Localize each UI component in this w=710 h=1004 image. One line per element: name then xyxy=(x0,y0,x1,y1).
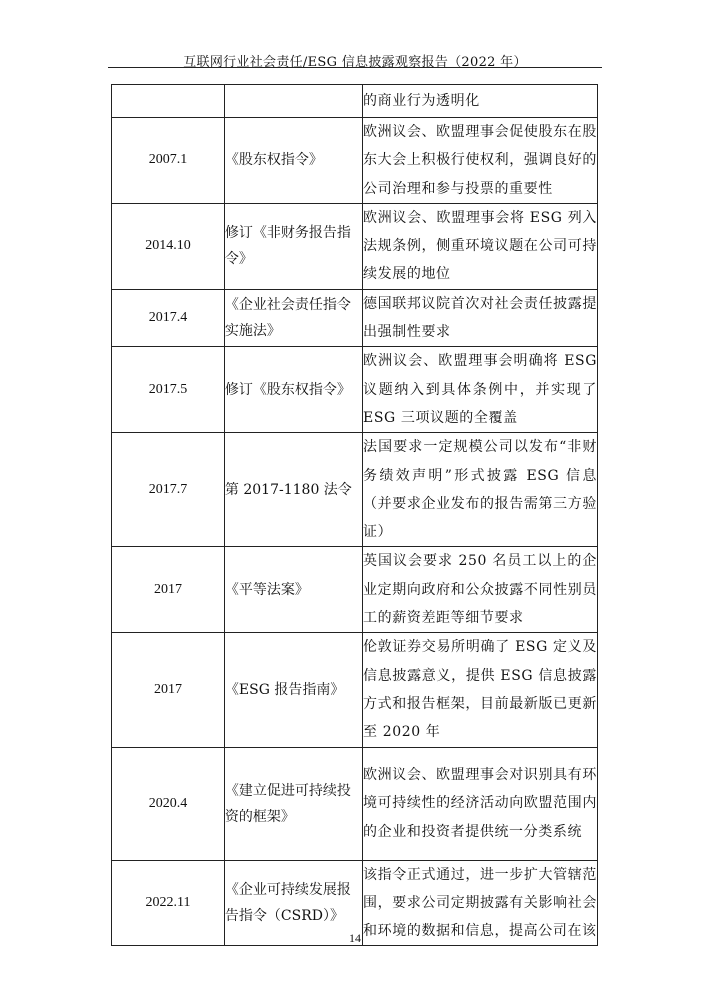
description-cell: 德国联邦议院首次对社会责任披露提出强制性要求 xyxy=(363,289,598,347)
table-row xyxy=(112,433,598,547)
date-cell: 2014.10 xyxy=(112,203,225,289)
regulation-cell: 《ESG 报告指南》 xyxy=(224,633,362,747)
description-cell: 欧洲议会、欧盟理事会明确将 ESG 议题纳入到具体条例中，并实现了 ESG 三项议题的全覆盖 xyxy=(363,347,598,433)
description-cell: 该指令正式通过，进一步扩大管辖范围，要求公司定期披露有关影响社会和环境的数据和信息，提高公司在该 xyxy=(363,860,598,946)
date-cell: 2017.4 xyxy=(112,289,225,347)
date-cell: 2020.4 xyxy=(112,747,225,860)
running-header: 互联网行业社会责任/ESG 信息披露观察报告（2022 年） xyxy=(183,55,527,70)
regulation-cell: 第 2017-1180 法令 xyxy=(224,433,362,547)
date-cell: 2017 xyxy=(112,633,225,747)
header-rule xyxy=(108,67,602,68)
table-row xyxy=(112,85,598,118)
regulation-cell: 《建立促进可持续投资的框架》 xyxy=(224,747,362,860)
table-row xyxy=(112,633,598,747)
description-cell: 欧洲议会、欧盟理事会促使股东在股东大会上积极行使权利，强调良好的公司治理和参与投票的重要性 xyxy=(363,118,598,204)
date-cell: 2017 xyxy=(112,547,225,633)
date-cell: 2017.7 xyxy=(112,433,225,547)
description-cell: 欧洲议会、欧盟理事会将 ESG 列入法规条例，侧重环境议题在公司可持续发展的地位 xyxy=(363,203,598,289)
description-cell: 伦敦证券交易所明确了 ESG 定义及信息披露意义，提供 ESG 信息披露方式和报告框架，目前最新版已更新至 2020 年 xyxy=(363,633,598,747)
description-cell: 法国要求一定规模公司以发布“非财务绩效声明”形式披露 ESG 信息（并要求企业发布的报告需第三方验证） xyxy=(363,433,598,547)
page-number: 14 xyxy=(349,931,361,945)
regulation-cell: 修订《股东权指令》 xyxy=(224,347,362,433)
table-row xyxy=(112,118,598,204)
table-row xyxy=(112,347,598,433)
date-cell: 2022.11 xyxy=(112,860,225,946)
regulation-cell: 《企业社会责任指令实施法》 xyxy=(224,289,362,347)
table-row xyxy=(112,547,598,633)
date-cell: 2017.5 xyxy=(112,347,225,433)
regulation-cell: 《股东权指令》 xyxy=(224,118,362,204)
description-cell: 英国议会要求 250 名员工以上的企业定期向政府和公众披露不同性别员工的薪资差距等细节要求 xyxy=(363,547,598,633)
table-row xyxy=(112,289,598,347)
date-cell: 2007.1 xyxy=(112,118,225,204)
regulation-cell: 《企业可持续发展报告指令（CSRD）》 xyxy=(224,860,362,946)
regulation-cell xyxy=(224,85,362,118)
table-row xyxy=(112,747,598,860)
date-cell xyxy=(112,85,225,118)
description-cell: 欧洲议会、欧盟理事会对识别具有环境可持续性的经济活动向欧盟范围内的企业和投资者提供统一分类系统 xyxy=(363,747,598,860)
regulation-cell: 修订《非财务报告指令》 xyxy=(224,203,362,289)
description-cell: 的商业行为透明化 xyxy=(363,85,598,118)
regulation-cell: 《平等法案》 xyxy=(224,547,362,633)
regulation-table xyxy=(111,84,598,946)
table-row xyxy=(112,203,598,289)
